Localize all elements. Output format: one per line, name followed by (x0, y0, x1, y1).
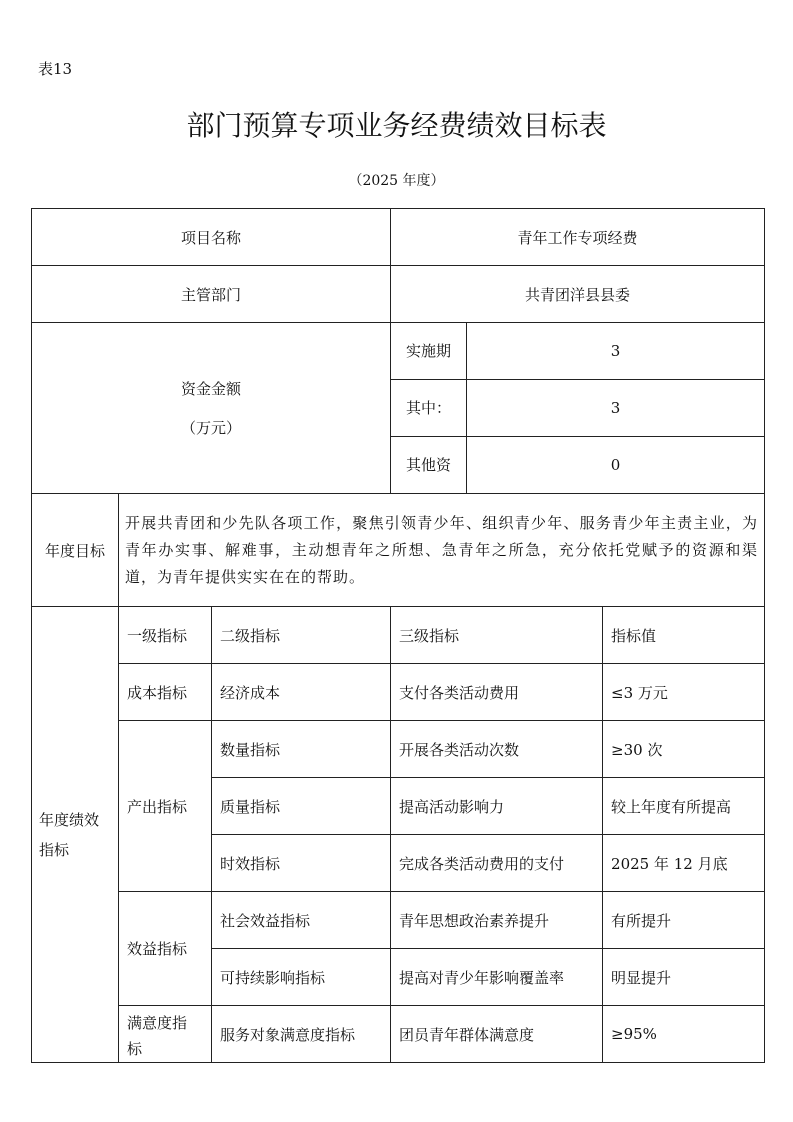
header-value: 指标值 (603, 607, 765, 664)
department-row (32, 266, 765, 323)
value-cell: 2025 年 12 月底 (603, 835, 765, 892)
level2-cell: 经济成本 (212, 664, 391, 721)
funds-sub-label (391, 437, 467, 494)
funds-sub-label-text: 其他资 (406, 456, 452, 474)
funds-row (32, 323, 765, 380)
performance-target-table (31, 208, 765, 1063)
value-cell: 有所提升 (603, 892, 765, 949)
fiscal-year: （2025 年度） (348, 173, 445, 189)
value-cell: ≥95% (603, 1006, 765, 1063)
annual-goal-text: 开展共青团和少先队各项工作，聚焦引领青少年、组织青少年、服务青少年主责主业，为青年办实事、解难事，主动想青年之所想、急青年之所急，充分依托党赋予的资源和渠道，为青年提供实实在在的帮助。 (119, 494, 765, 607)
department-label: 主管部门 (32, 266, 391, 323)
table-row (32, 664, 765, 721)
project-name-row (32, 209, 765, 266)
annual-goal-label: 年度目标 (32, 494, 119, 607)
value-cell: 明显提升 (603, 949, 765, 1006)
table-number-label: 表13 (38, 60, 73, 78)
level3-cell: 提高对青少年影响覆盖率 (391, 949, 603, 1006)
indicator-header-row (32, 607, 765, 664)
level1-cell-text: 满意度指标 (127, 1014, 188, 1058)
page-title: 部门预算专项业务经费绩效目标表 (186, 109, 607, 142)
level1-cell (119, 1006, 212, 1063)
level3-cell: 青年思想政治素养提升 (391, 892, 603, 949)
funds-sub-value: 0 (467, 437, 765, 494)
value-cell: 较上年度有所提高 (603, 778, 765, 835)
value-cell: ≤3 万元 (603, 664, 765, 721)
header-level3: 三级指标 (391, 607, 603, 664)
indicator-section-label-text: 年度绩效指标 (39, 810, 100, 859)
level1-cell: 效益指标 (119, 892, 212, 1006)
funds-sub-label-text: 其中： (406, 399, 452, 417)
level2-cell: 社会效益指标 (212, 892, 391, 949)
table-row (32, 1006, 765, 1063)
funds-sub-value: 3 (467, 323, 765, 380)
level2-cell: 服务对象满意度指标 (212, 1006, 391, 1063)
funds-sub-label (391, 323, 467, 380)
annual-goal-row (32, 494, 765, 607)
level3-cell: 完成各类活动费用的支付 (391, 835, 603, 892)
level3-cell: 团员青年群体满意度 (391, 1006, 603, 1063)
level2-cell: 质量指标 (212, 778, 391, 835)
level1-cell: 成本指标 (119, 664, 212, 721)
value-cell: ≥30 次 (603, 721, 765, 778)
funds-sub-label (391, 380, 467, 437)
project-name-value: 青年工作专项经费 (391, 209, 765, 266)
level3-cell: 提高活动影响力 (391, 778, 603, 835)
department-value: 共青团洋县县委 (391, 266, 765, 323)
funds-label: 资金金额 (181, 380, 242, 398)
level1-cell: 产出指标 (119, 721, 212, 892)
table-row (32, 892, 765, 949)
level2-cell: 可持续影响指标 (212, 949, 391, 1006)
funds-label-cell (32, 323, 391, 494)
funds-sub-value: 3 (467, 380, 765, 437)
level2-cell: 数量指标 (212, 721, 391, 778)
level2-cell: 时效指标 (212, 835, 391, 892)
indicator-section-label (32, 607, 119, 1063)
table-row (32, 721, 765, 778)
header-level2: 二级指标 (212, 607, 391, 664)
level3-cell: 支付各类活动费用 (391, 664, 603, 721)
header-level1: 一级指标 (119, 607, 212, 664)
project-name-label: 项目名称 (32, 209, 391, 266)
funds-sub-label-text: 实施期 (406, 342, 452, 360)
funds-unit: （万元） (181, 419, 242, 437)
level3-cell: 开展各类活动次数 (391, 721, 603, 778)
